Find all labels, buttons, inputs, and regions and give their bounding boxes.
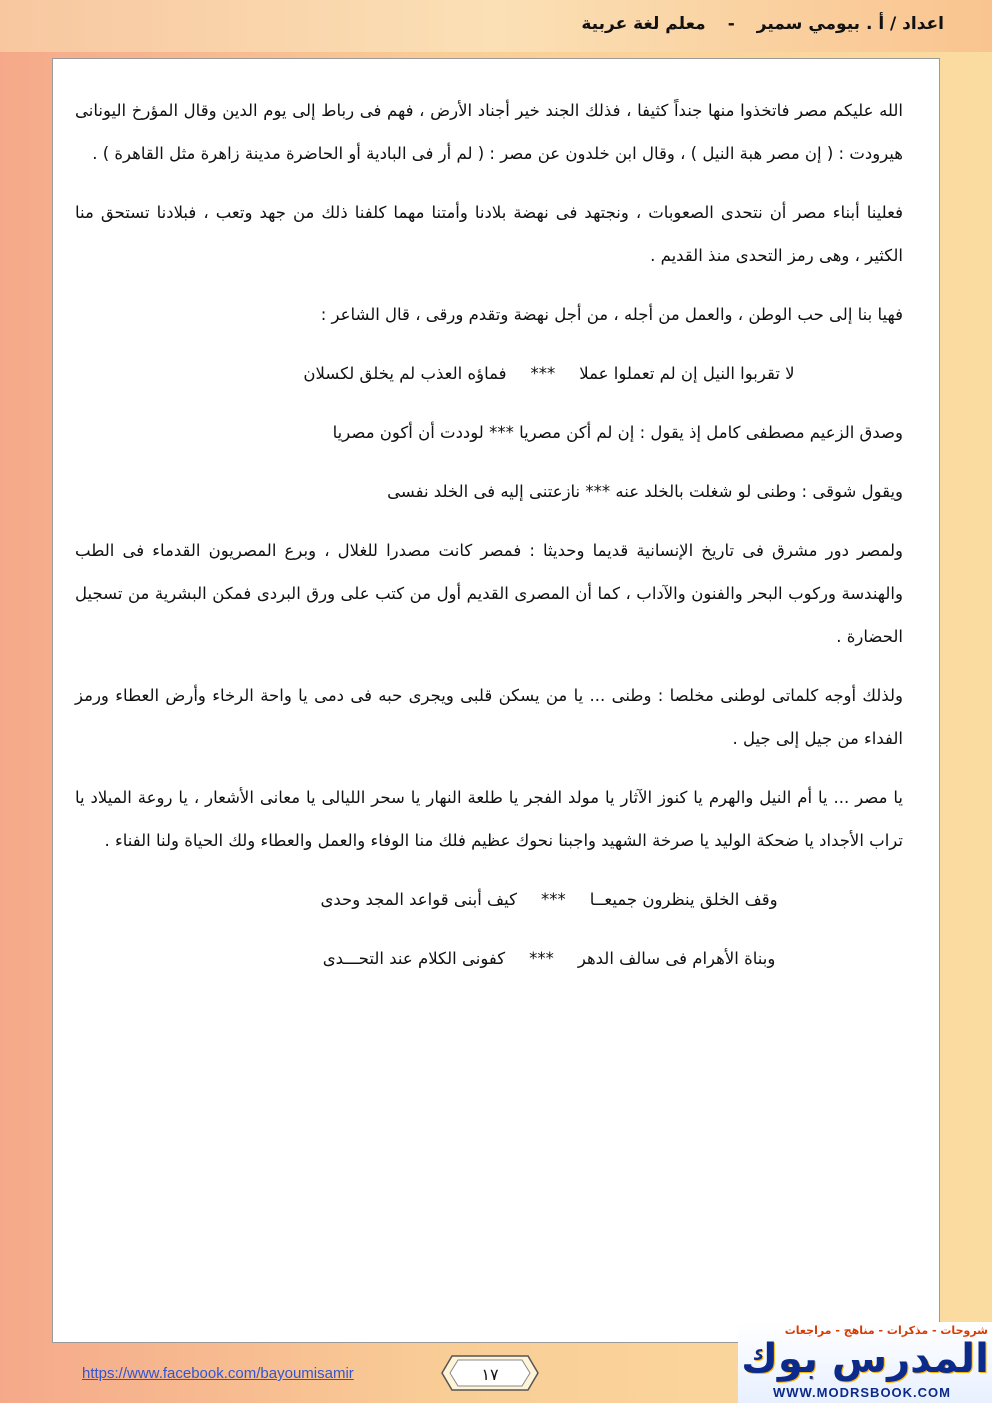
page-header — [0, 0, 992, 52]
paragraph-6: يا مصر ... يا أم النيل والهرم يا كنوز الآثار يا مولد الفجر يا طلعة النهار يا سحر الليالى يا معانى الأشعار ، يا روعة الميلاد يا تراب الأجداد يا ضحكة الوليد يا صرخة الشهيد واجبنا نحوك عظيم فلك منا الوفاء والعمل والعطاء ولك الحياة ولنا الفناء . — [75, 788, 903, 850]
verse-pyramids-first: وبناة الأهرام فى سالف الدهر — [577, 949, 776, 968]
page-body — [52, 58, 940, 1343]
verse-creation-separator: *** — [540, 890, 566, 909]
page-content — [75, 89, 903, 996]
verse-nile — [75, 352, 903, 395]
quote-shawqi: ويقول شوقى : وطنى لو شغلت بالخلد عنه *** نازعتنى إليه فى الخلد نفسى — [387, 482, 903, 501]
brand-name: المدرس بوك — [741, 1336, 989, 1382]
verse-nile-separator: *** — [530, 364, 556, 383]
quote-mustafa-kamil: وصدق الزعيم مصطفى كامل إذ يقول : إن لم أكن مصريا *** لوددت أن أكون مصريا — [332, 423, 903, 442]
page-number-badge — [440, 1353, 540, 1393]
brand-url: WWW.MODRSBOOK.COM — [772, 1385, 952, 1400]
verse-creation-second: كيف أبنى قواعد المجد وحدى — [320, 890, 517, 909]
brand-tagline: شروحات - مذكرات - مناهج - مراجعات — [784, 1324, 988, 1337]
page-number: ١٧ — [481, 1365, 499, 1384]
header-dash: - — [727, 14, 735, 34]
verse-pyramids-second: كفونى الكلام عند التحـــدى — [322, 949, 506, 968]
verse-pyramids — [75, 937, 903, 980]
paragraph-3: فهيا بنا إلى حب الوطن ، والعمل من أجله ، من أجل نهضة وتقدم ورقى ، قال الشاعر : — [320, 305, 903, 324]
header-text — [559, 14, 944, 34]
header-role: معلم لغة عربية — [581, 14, 706, 34]
header-author: اعداد / أ . بيومي سمير — [756, 14, 944, 34]
verse-nile-second: فماؤه العذب لم يخلق لكسلان — [303, 364, 507, 383]
facebook-link[interactable]: https://www.facebook.com/bayoumisamir — [82, 1365, 354, 1382]
verse-nile-first: لا تقربوا النيل إن لم تعملوا عملا — [579, 364, 795, 383]
verse-creation — [75, 878, 903, 921]
verse-pyramids-separator: *** — [529, 949, 554, 968]
paragraph-4: ولمصر دور مشرق فى تاريخ الإنسانية قديما وحديثا : فمصر كانت مصدرا للغلال ، وبرع المصريون القدماء فى الطب والهندسة وركوب البحر والفنون والآداب ، كما أن المصرى القديم أول من كتب على ورق البردى فمكن البشرية من تسجيل الحضارة . — [75, 541, 903, 646]
paragraph-1: الله عليكم مصر فاتخذوا منها جنداً كثيفا ، فذلك الجند خير أجناد الأرض ، فهم فى رباط إلى يوم الدين وقال المؤرخ اليونانى هيرودت : ( إن مصر هبة النيل ) ، وقال ابن خلدون عن مصر : ( لم أر فى البادية أو الحاضرة مدينة زاهرة مثل القاهرة ) . — [75, 101, 903, 163]
paragraph-5: ولذلك أوجه كلماتى لوطنى مخلصا : وطنى ... يا من يسكن قلبى ويجرى حبه فى دمى يا واحة الرخاء وأرض العطاء ورمز الفداء من جيل إلى جيل . — [75, 686, 903, 748]
verse-creation-first: وقف الخلق ينظرون جميعــا — [589, 890, 778, 909]
brand-logo[interactable] — [738, 1322, 992, 1403]
paragraph-2: فعلينا أبناء مصر أن نتحدى الصعوبات ، ونجتهد فى نهضة بلادنا وأمتنا مهما كلفنا ذلك من جهد وتعب ، فبلادنا تستحق منا الكثير ، وهى رمز التحدى منذ القديم . — [75, 203, 903, 265]
